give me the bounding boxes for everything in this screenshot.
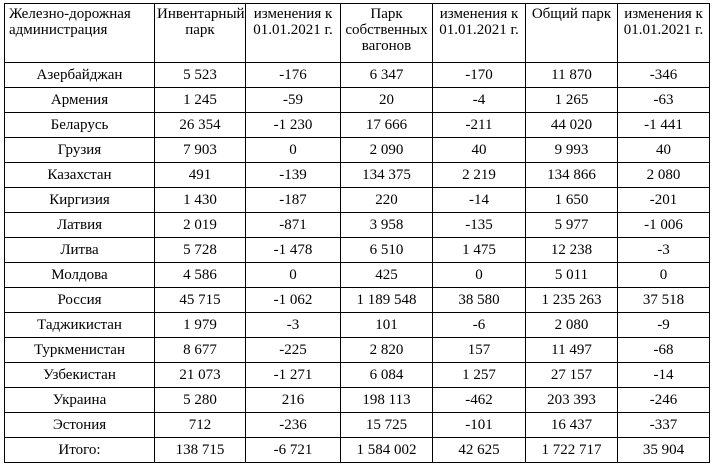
table-row [5,113,710,138]
cell-total-fleet-change: 40 [618,138,710,163]
cell-administration: Беларусь [5,113,155,138]
cell-total-fleet-change: 0 [618,263,710,288]
cell-own-wagons-change: 40 [433,138,526,163]
cell-inventory-change: 0 [246,263,341,288]
cell-total-fleet-change: 37 518 [618,288,710,313]
cell-own-wagons: 134 375 [341,163,433,188]
cell-inventory-fleet: 4 586 [155,263,246,288]
cell-inventory-fleet: 26 354 [155,113,246,138]
table-row [5,163,710,188]
header-inventory-change: изменения к 01.01.2021 г. [246,4,341,63]
table-row [5,213,710,238]
table-body [5,63,710,438]
header-inventory-fleet: Инвентарный парк [155,4,246,63]
cell-own-wagons: 220 [341,188,433,213]
cell-own-wagons: 198 113 [341,388,433,413]
cell-total-fleet-change: -68 [618,338,710,363]
cell-total-fleet-change: -3 [618,238,710,263]
cell-inventory-change: -225 [246,338,341,363]
cell-inventory-fleet: 1 245 [155,88,246,113]
table-row [5,263,710,288]
cell-administration: Украина [5,388,155,413]
total-row [5,438,710,463]
cell-inventory-change: -139 [246,163,341,188]
cell-administration: Грузия [5,138,155,163]
total-inventory-fleet: 138 715 [155,438,246,463]
cell-total-fleet-change: -246 [618,388,710,413]
cell-inventory-change: -236 [246,413,341,438]
cell-total-fleet-change: -14 [618,363,710,388]
table-row [5,413,710,438]
header-total-fleet: Общий парк [526,4,618,63]
header-own-wagons-change: изменения к 01.01.2021 г. [433,4,526,63]
cell-own-wagons: 3 958 [341,213,433,238]
cell-administration: Россия [5,288,155,313]
cell-total-fleet-change: -63 [618,88,710,113]
cell-inventory-change: -3 [246,313,341,338]
cell-inventory-fleet: 491 [155,163,246,188]
cell-own-wagons: 17 666 [341,113,433,138]
cell-inventory-fleet: 1 979 [155,313,246,338]
cell-inventory-fleet: 2 019 [155,213,246,238]
total-inventory-change: -6 721 [246,438,341,463]
cell-total-fleet-change: -1 441 [618,113,710,138]
cell-own-wagons: 425 [341,263,433,288]
header-total-fleet-change: изменения к 01.01.2021 г. [618,4,710,63]
cell-own-wagons-change: -4 [433,88,526,113]
table-row [5,238,710,263]
table-row [5,288,710,313]
cell-inventory-change: -176 [246,63,341,88]
total-label: Итого: [5,438,155,463]
cell-inventory-change: 216 [246,388,341,413]
cell-inventory-change: -1 230 [246,113,341,138]
cell-total-fleet: 203 393 [526,388,618,413]
cell-administration: Туркменистан [5,338,155,363]
cell-total-fleet: 2 080 [526,313,618,338]
cell-inventory-change: -1 271 [246,363,341,388]
cell-total-fleet: 12 238 [526,238,618,263]
header-row [5,4,710,63]
cell-own-wagons-change: -101 [433,413,526,438]
cell-administration: Эстония [5,413,155,438]
table-row [5,63,710,88]
total-total-fleet-change: 35 904 [618,438,710,463]
cell-total-fleet: 1 265 [526,88,618,113]
cell-total-fleet: 11 870 [526,63,618,88]
cell-inventory-change: -187 [246,188,341,213]
cell-own-wagons-change: 2 219 [433,163,526,188]
table-row [5,363,710,388]
cell-total-fleet: 1 235 263 [526,288,618,313]
cell-own-wagons-change: -14 [433,188,526,213]
table-row [5,138,710,163]
cell-own-wagons-change: 1 257 [433,363,526,388]
cell-own-wagons: 6 084 [341,363,433,388]
cell-administration: Казахстан [5,163,155,188]
cell-own-wagons: 20 [341,88,433,113]
cell-inventory-change: -871 [246,213,341,238]
cell-total-fleet: 44 020 [526,113,618,138]
cell-own-wagons-change: 38 580 [433,288,526,313]
cell-own-wagons-change: -135 [433,213,526,238]
cell-own-wagons: 15 725 [341,413,433,438]
cell-total-fleet-change: 2 080 [618,163,710,188]
table-footer [5,438,710,463]
cell-total-fleet-change: -337 [618,413,710,438]
cell-administration: Латвия [5,213,155,238]
cell-own-wagons-change: -170 [433,63,526,88]
header-administration: Железно-дорожная администрация [5,4,155,63]
cell-total-fleet: 9 993 [526,138,618,163]
fleet-table [4,3,710,463]
cell-inventory-change: 0 [246,138,341,163]
total-total-fleet: 1 722 717 [526,438,618,463]
cell-administration: Молдова [5,263,155,288]
cell-inventory-change: -59 [246,88,341,113]
cell-own-wagons-change: 157 [433,338,526,363]
table-header [5,4,710,63]
cell-own-wagons: 101 [341,313,433,338]
cell-own-wagons-change: -211 [433,113,526,138]
cell-administration: Таджикистан [5,313,155,338]
cell-inventory-fleet: 7 903 [155,138,246,163]
cell-own-wagons: 2 820 [341,338,433,363]
cell-inventory-fleet: 8 677 [155,338,246,363]
cell-own-wagons: 1 189 548 [341,288,433,313]
header-own-wagons: Парк собственных вагонов [341,4,433,63]
cell-total-fleet: 11 497 [526,338,618,363]
total-own-wagons-change: 42 625 [433,438,526,463]
cell-administration: Киргизия [5,188,155,213]
cell-total-fleet-change: -346 [618,63,710,88]
table-row [5,388,710,413]
cell-total-fleet: 1 650 [526,188,618,213]
cell-own-wagons-change: 1 475 [433,238,526,263]
cell-own-wagons: 6 347 [341,63,433,88]
cell-total-fleet: 5 977 [526,213,618,238]
cell-inventory-fleet: 5 728 [155,238,246,263]
cell-total-fleet: 134 866 [526,163,618,188]
cell-inventory-fleet: 5 280 [155,388,246,413]
cell-inventory-fleet: 45 715 [155,288,246,313]
cell-total-fleet-change: -201 [618,188,710,213]
table-row [5,313,710,338]
cell-administration: Азербайджан [5,63,155,88]
table-row [5,338,710,363]
cell-total-fleet-change: -1 006 [618,213,710,238]
cell-administration: Армения [5,88,155,113]
cell-own-wagons-change: 0 [433,263,526,288]
cell-inventory-fleet: 5 523 [155,63,246,88]
cell-total-fleet: 5 011 [526,263,618,288]
cell-inventory-change: -1 062 [246,288,341,313]
cell-inventory-fleet: 21 073 [155,363,246,388]
cell-own-wagons: 6 510 [341,238,433,263]
cell-own-wagons-change: -6 [433,313,526,338]
cell-administration: Узбекистан [5,363,155,388]
cell-own-wagons: 2 090 [341,138,433,163]
cell-total-fleet-change: -9 [618,313,710,338]
table-row [5,88,710,113]
cell-administration: Литва [5,238,155,263]
cell-inventory-fleet: 1 430 [155,188,246,213]
cell-total-fleet: 16 437 [526,413,618,438]
cell-own-wagons-change: -462 [433,388,526,413]
cell-inventory-fleet: 712 [155,413,246,438]
cell-inventory-change: -1 478 [246,238,341,263]
cell-total-fleet: 27 157 [526,363,618,388]
total-own-wagons: 1 584 002 [341,438,433,463]
table-row [5,188,710,213]
